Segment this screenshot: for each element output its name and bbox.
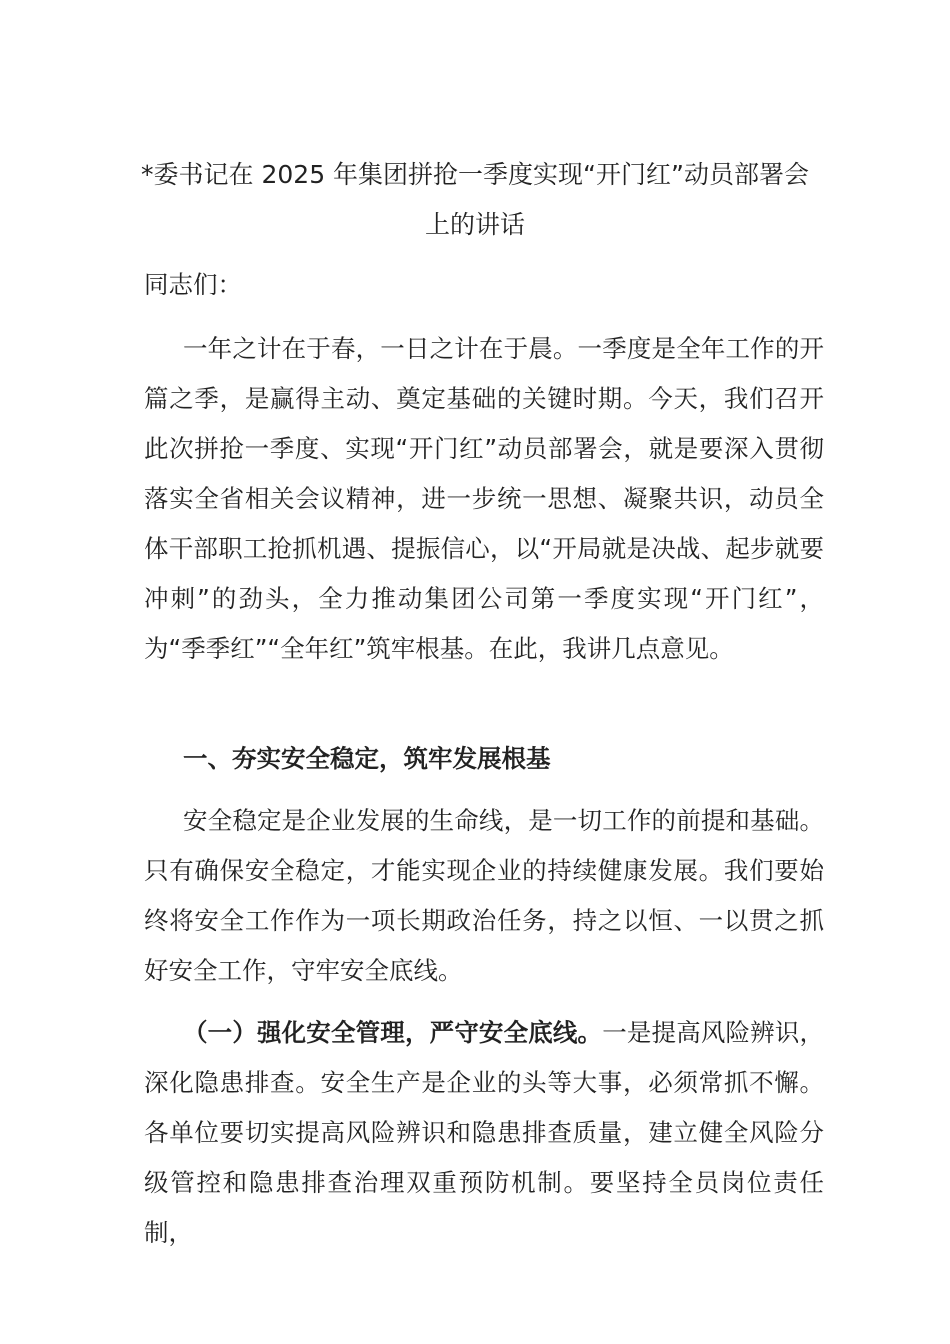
greeting: 同志们： — [144, 270, 242, 299]
paragraph-subsection-1 — [144, 1008, 824, 1258]
section-heading-1: 一、夯实安全稳定，筑牢发展根基 — [183, 744, 551, 773]
subsection-heading-1: （一）强化安全管理，严守安全底线。 — [183, 1018, 603, 1047]
paragraph-intro: 一年之计在于春，一日之计在于晨。一季度是全年工作的开篇之季，是赢得主动、奠定基础的关键时期。今天，我们召开此次拼抢一季度、实现“开门红”动员部署会，就是要深入贯彻落实全省相关会议精神，进一步统一思想、凝聚共识，动员全体干部职工抢抓机遇、提振信心，以“开局就是决战、起步就要冲刺”的劲头，全力推动集团公司第一季度实现“开门红”，为“季季红”“全年红”筑牢根基。在此，我讲几点意见。 — [144, 334, 824, 663]
paragraph-section-1: 安全稳定是企业发展的生命线，是一切工作的前提和基础。只有确保安全稳定，才能实现企业的持续健康发展。我们要始终将安全工作作为一项长期政治任务，持之以恒、一以贯之抓好安全工作，守牢安全底线。 — [144, 806, 824, 985]
document-title — [120, 150, 830, 250]
subsection-text-1: 一是提高风险辨识，深化隐患排查。安全生产是企业的头等大事，必须常抓不懈。各单位要切实提高风险辨识和隐患排查质量，建立健全风险分级管控和隐患排查治理双重预防机制。要坚持全员岗位责任制， — [144, 1018, 824, 1247]
title-line-2: 上的讲话 — [424, 210, 525, 239]
title-line-1: *委书记在 2025 年集团拼抢一季度实现“开门红”动员部署会 — [141, 160, 809, 189]
